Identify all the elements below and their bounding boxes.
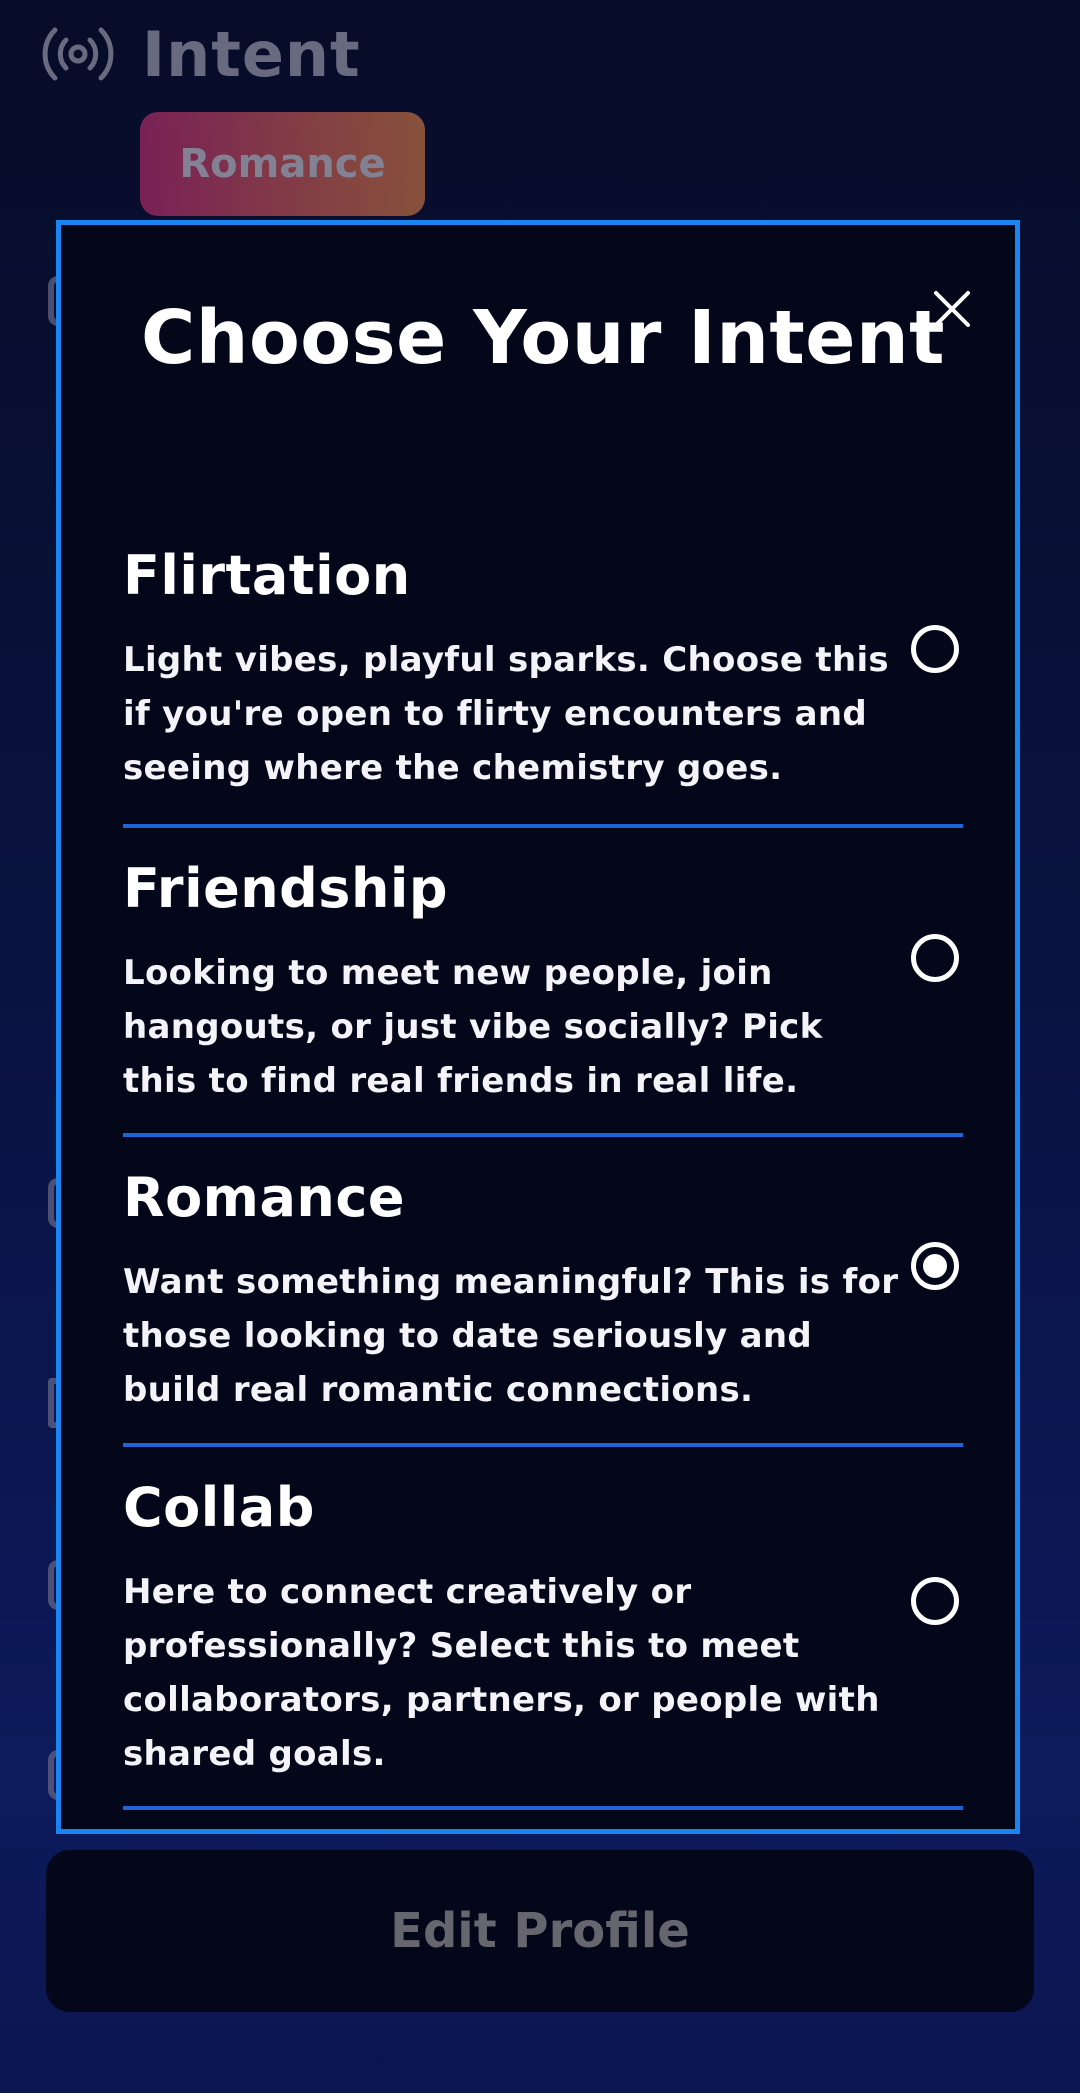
edit-profile-button[interactable]: Edit Profile xyxy=(46,1850,1034,2012)
radio-romance[interactable] xyxy=(911,1242,959,1290)
intent-option-flirtation[interactable] xyxy=(123,515,963,828)
intent-options-list xyxy=(123,515,963,1810)
intent-option-romance[interactable] xyxy=(123,1137,963,1447)
option-title: Flirtation xyxy=(123,544,411,607)
option-title: Friendship xyxy=(123,857,449,920)
modal-title: Choose Your Intent xyxy=(140,295,946,381)
option-title: Romance xyxy=(123,1166,405,1229)
intent-section-header xyxy=(42,14,361,94)
option-description: Want something meaningful? This is for those looking to date seriously and build real romantic connections. xyxy=(123,1262,899,1410)
intent-option-friendship[interactable] xyxy=(123,828,963,1137)
option-title: Collab xyxy=(123,1476,315,1539)
intent-section-title: Intent xyxy=(142,17,361,91)
option-description: Light vibes, playful sparks. Choose this if you're open to flirty encounters and seeing where the chemistry goes. xyxy=(123,640,889,788)
broadcast-icon xyxy=(42,24,114,84)
choose-intent-modal xyxy=(56,220,1020,1834)
selected-intent-chip[interactable]: Romance xyxy=(140,112,425,216)
radio-flirtation[interactable] xyxy=(911,625,959,673)
option-description: Here to connect creatively or professionally? Select this to meet collaborators, partners, or people with shared goals. xyxy=(123,1572,880,1774)
radio-friendship[interactable] xyxy=(911,934,959,982)
radio-collab[interactable] xyxy=(911,1577,959,1625)
option-description: Looking to meet new people, join hangouts, or just vibe socially? Pick this to find real friends in real life. xyxy=(123,953,823,1101)
intent-option-collab[interactable] xyxy=(123,1447,963,1810)
